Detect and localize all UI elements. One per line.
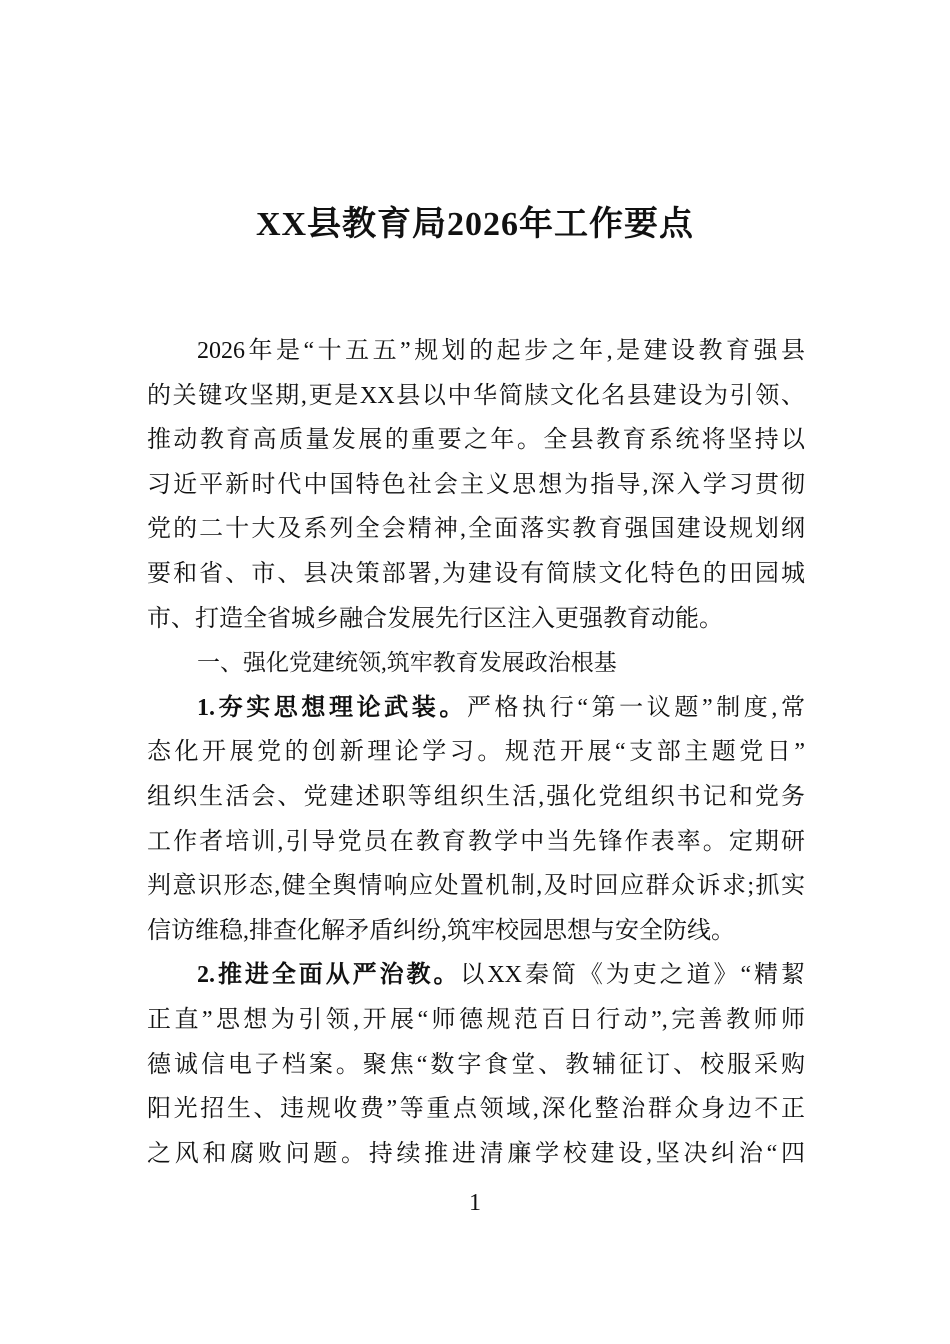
item-lead: 1.夯实思想理论武装。 — [197, 694, 467, 721]
item-line: 判意识形态,健全舆情响应处置机制,及时回应群众诉求;抓实 — [147, 873, 805, 900]
item-line: 正直”思想为引领,开展“师德规范百日行动”,完善教师师 — [147, 1006, 805, 1033]
intro-line: 要和省、市、县决策部署,为建设有简牍文化特色的田园城 — [147, 560, 805, 587]
item-line: 德诚信电子档案。聚焦“数字食堂、教辅征订、校服采购 — [147, 1051, 805, 1078]
item-text: 严格执行“第一议题”制度,常 — [466, 694, 805, 721]
intro-line: 习近平新时代中国特色社会主义思想为指导,深入学习贯彻 — [147, 471, 805, 498]
document-body — [147, 329, 805, 1176]
item-line: 之风和腐败问题。持续推进清廉学校建设,坚决纠治“四 — [147, 1140, 805, 1167]
item-line: 信访维稳,排查化解矛盾纠纷,筑牢校园思想与安全防线。 — [147, 917, 735, 944]
page-number: 1 — [469, 1190, 481, 1216]
item-line — [147, 953, 805, 998]
document-title: XX县教育局2026年工作要点 — [255, 206, 695, 243]
intro-line: 2026年是“十五五”规划的起步之年,是建设教育强县 — [197, 338, 805, 364]
item-lead: 2.推进全面从严治教。 — [197, 962, 461, 989]
intro-line: 的关键攻坚期,更是XX县以中华简牍文化名县建设为引领、 — [147, 382, 805, 409]
section-heading: 一、强化党建统领,筑牢教育发展政治根基 — [197, 650, 617, 676]
intro-line: 推动教育高质量发展的重要之年。全县教育系统将坚持以 — [147, 427, 805, 454]
item-line: 组织生活会、党建述职等组织生活,强化党组织书记和党务 — [147, 783, 805, 810]
item-line — [147, 686, 805, 731]
item-text: 以XX秦简《为吏之道》“精絜 — [460, 962, 805, 989]
item-line: 工作者培训,引导党员在教育教学中当先锋作表率。定期研 — [147, 828, 805, 855]
intro-line: 市、打造全省城乡融合发展先行区注入更强教育动能。 — [147, 605, 723, 632]
item-line: 阳光招生、违规收费”等重点领域,深化整治群众身边不正 — [147, 1096, 805, 1123]
item-line: 态化开展党的创新理论学习。规范开展“支部主题党日” — [147, 739, 805, 766]
intro-line: 党的二十大及系列全会精神,全面落实教育强国建设规划纲 — [147, 516, 805, 543]
